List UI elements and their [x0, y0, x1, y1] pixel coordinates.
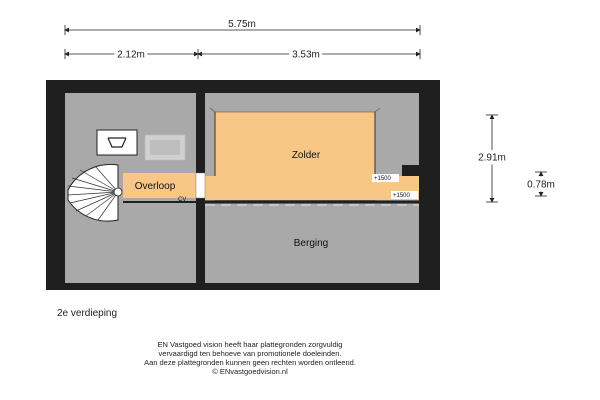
overloop-door-gap: [196, 173, 205, 198]
room-label-overloop: Overloop: [134, 181, 176, 192]
height-marker-lower: [391, 191, 418, 199]
disclaimer: [70, 340, 430, 376]
room-label-berging: Berging: [293, 238, 329, 249]
dimension-total-width-label: 5.75m: [228, 19, 256, 30]
floor-label: 2e verdieping: [57, 308, 118, 319]
spiral-staircase-icon: [65, 155, 123, 221]
room-label-zolder: Zolder: [291, 150, 321, 161]
dimension-total-width: [65, 19, 420, 35]
dimension-sub-height-label: 0.78m: [527, 179, 555, 191]
dimension-height: [478, 115, 506, 202]
room-label-cv: CV: [178, 197, 187, 203]
dimension-right-width-label: 3.53m: [292, 49, 320, 61]
dimension-left-width-label: 2.12m: [117, 49, 145, 61]
disclaimer-line-3: Aan deze plattegronden kunnen geen rechten worden ontleend.: [144, 358, 356, 367]
height-marker-upper: [372, 174, 399, 182]
svg-text:+1500: +1500: [374, 176, 391, 182]
disclaimer-line-4: © ENvastgoedvision.nl: [212, 367, 288, 376]
dimension-right-width: [198, 49, 420, 61]
disclaimer-line-2: vervaardigd ten behoeve van promotionele doeleinden.: [158, 349, 342, 358]
dimension-height-label: 2.91m: [478, 152, 506, 164]
dryer-icon: [145, 135, 185, 160]
disclaimer-line-1: EN Vastgoed vision heeft haar plattegronden zorgvuldig: [157, 340, 343, 349]
dimension-left-width: [65, 49, 198, 61]
svg-text:+1500: +1500: [393, 193, 410, 199]
dimension-sub-height: [527, 172, 555, 196]
washing-machine-icon: [97, 130, 137, 155]
